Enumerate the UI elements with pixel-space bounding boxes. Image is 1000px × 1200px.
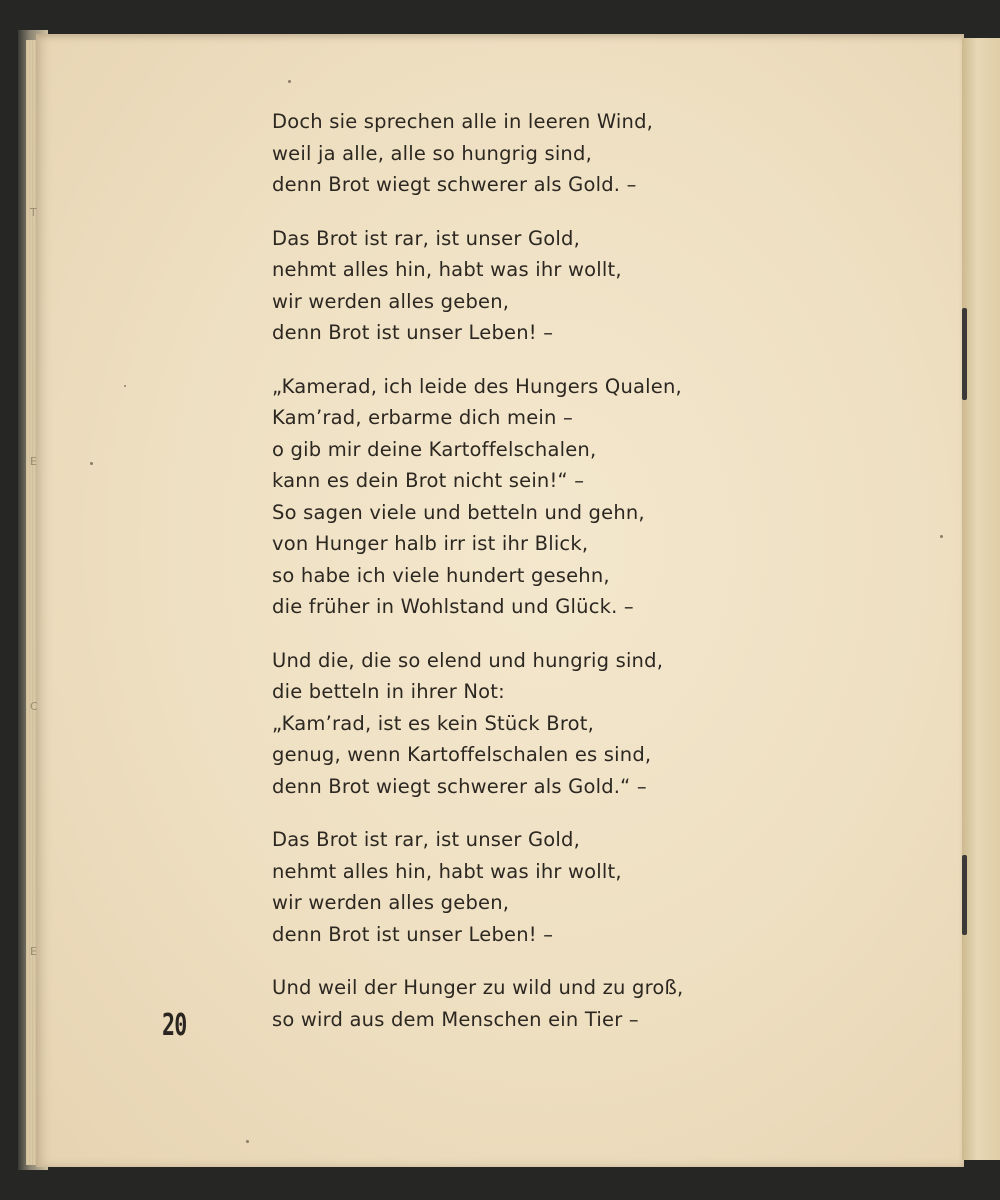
stanza	[272, 223, 932, 349]
poem-line: Das Brot ist rar, ist unser Gold,	[272, 226, 581, 250]
margin-mark: T	[30, 206, 37, 219]
stanza	[272, 824, 932, 950]
poem-line: „Kamerad, ich leide des Hungers Qualen,	[272, 374, 682, 398]
poem-line: denn Brot ist unser Leben! –	[272, 922, 554, 946]
poem-line: „Kam’rad, ist es kein Stück Brot,	[272, 711, 595, 735]
poem-line: denn Brot wiegt schwerer als Gold.“ –	[272, 774, 647, 798]
stanza	[272, 972, 932, 1035]
poem-line: Doch sie sprechen alle in leeren Wind,	[272, 110, 654, 133]
poem-line: o gib mir deine Kartoffelschalen,	[272, 437, 597, 461]
staple-bottom	[962, 855, 967, 935]
adjacent-page-edge	[962, 38, 1000, 1160]
poem-line: weil ja alle, alle so hungrig sind,	[272, 141, 592, 165]
stanza	[272, 645, 932, 803]
poem-line: nehmt alles hin, habt was ihr wollt,	[272, 859, 622, 883]
paper-speck	[940, 535, 943, 538]
paper-speck	[246, 1140, 249, 1143]
poem-line: so habe ich viele hundert gesehn,	[272, 563, 610, 587]
poem-line: denn Brot wiegt schwerer als Gold. –	[272, 173, 637, 196]
poem-line: genug, wenn Kartoffelschalen es sind,	[272, 743, 652, 766]
paper-speck	[288, 80, 291, 83]
poem-line: wir werden alles geben,	[272, 891, 510, 914]
margin-mark: E	[30, 945, 37, 958]
stanza	[272, 371, 932, 623]
poem-line: Und die, die so elend und hungrig sind,	[272, 648, 664, 672]
margin-mark: C	[30, 700, 38, 713]
poem-line: nehmt alles hin, habt was ihr wollt,	[272, 258, 622, 281]
paper-speck	[124, 385, 126, 387]
poem-line: Das Brot ist rar, ist unser Gold,	[272, 828, 581, 851]
poem-line: so wird aus dem Menschen ein Tier –	[272, 1007, 639, 1031]
poem-line: wir werden alles geben,	[272, 289, 510, 313]
stanza	[272, 106, 932, 201]
poem-line: die früher in Wohlstand und Glück. –	[272, 595, 634, 618]
poem-line: von Hunger halb irr ist ihr Blick,	[272, 532, 589, 555]
margin-mark: E	[30, 455, 37, 468]
poem-text	[272, 106, 932, 1057]
poem-line: Und weil der Hunger zu wild und zu groß,	[272, 976, 684, 999]
poem-line: die betteln in ihrer Not:	[272, 680, 505, 703]
poem-line: kann es dein Brot nicht sein!“ –	[272, 469, 585, 492]
paper-speck	[90, 462, 93, 465]
poem-line: denn Brot ist unser Leben! –	[272, 321, 554, 344]
staple-top	[962, 308, 967, 400]
poem-line: So sagen viele und betteln und gehn,	[272, 500, 645, 524]
poem-line: Kam’rad, erbarme dich mein –	[272, 406, 573, 429]
page-number: 20	[162, 1008, 187, 1043]
